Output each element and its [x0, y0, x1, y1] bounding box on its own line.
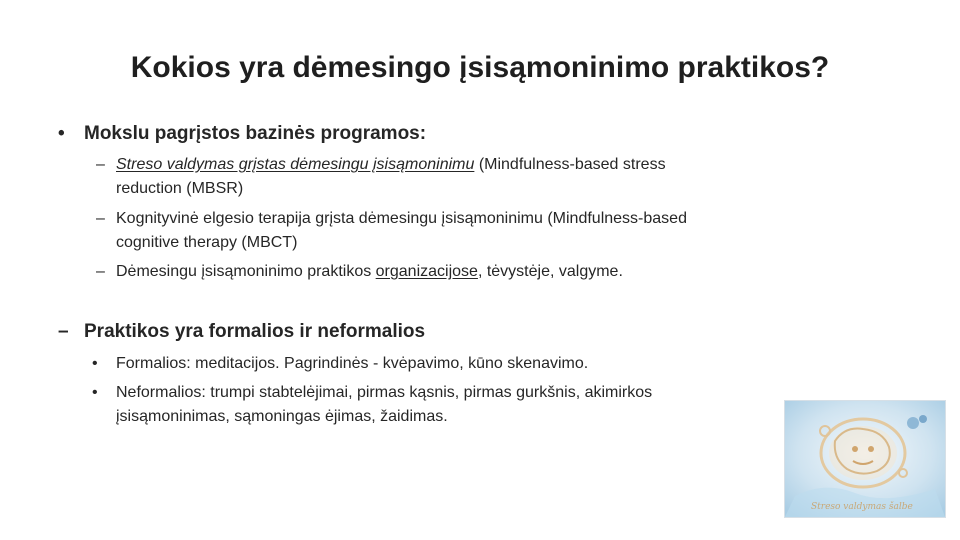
list-item-informal: Neformalios: trumpi stabtelėjimai, pirmas kąsnis, pirmas gurkšnis, akimirkos [116, 384, 653, 401]
list-item-mbsr [116, 156, 666, 174]
list-item-text: Dėmesingu įsisąmoninimo praktikos [116, 263, 376, 280]
bullet-marker: • [92, 355, 98, 372]
list-item-text: (Mindfulness-based stress [474, 156, 666, 173]
slide-title: Kokios yra dėmesingo įsisąmoninimo praktikos? [130, 51, 830, 84]
list-item-text: , tėvystėje, valgyme. [477, 263, 623, 280]
mbsr-link[interactable]: Streso valdymas grįstas dėmesingu įsisąmoninimu [116, 156, 475, 173]
dash-marker: – [96, 210, 105, 227]
list-item-text: reduction (MBSR) [116, 180, 244, 197]
bullet-marker: • [92, 384, 98, 401]
stress-management-illustration [784, 400, 946, 518]
list-item-mbct: Kognityvinė elgesio terapija grįsta dėmesingu įsisąmoninimu (Mindfulness-based [116, 210, 687, 227]
list-item-text: įsisąmoninimas, sąmoningas ėjimas, žaidimas. [116, 408, 448, 425]
dash-marker: – [96, 156, 105, 173]
organizations-link[interactable]: organizacijose [375, 263, 478, 280]
bullet-marker: • [58, 123, 65, 144]
list-item-formal: Formalios: meditacijos. Pagrindinės - kvėpavimo, kūno skenavimo. [116, 355, 589, 372]
dash-marker: – [96, 263, 105, 280]
section-heading-programs: Mokslu pagrįstos bazinės programos: [84, 123, 427, 144]
list-item-organizations [116, 263, 623, 281]
list-item-text: cognitive therapy (MBCT) [116, 234, 298, 251]
illustration-drawing [785, 401, 945, 517]
section-heading-practices: Praktikos yra formalios ir neformalios [84, 321, 426, 342]
illustration-caption: Streso valdymas šalbe [811, 502, 913, 512]
dash-marker: – [58, 321, 69, 342]
